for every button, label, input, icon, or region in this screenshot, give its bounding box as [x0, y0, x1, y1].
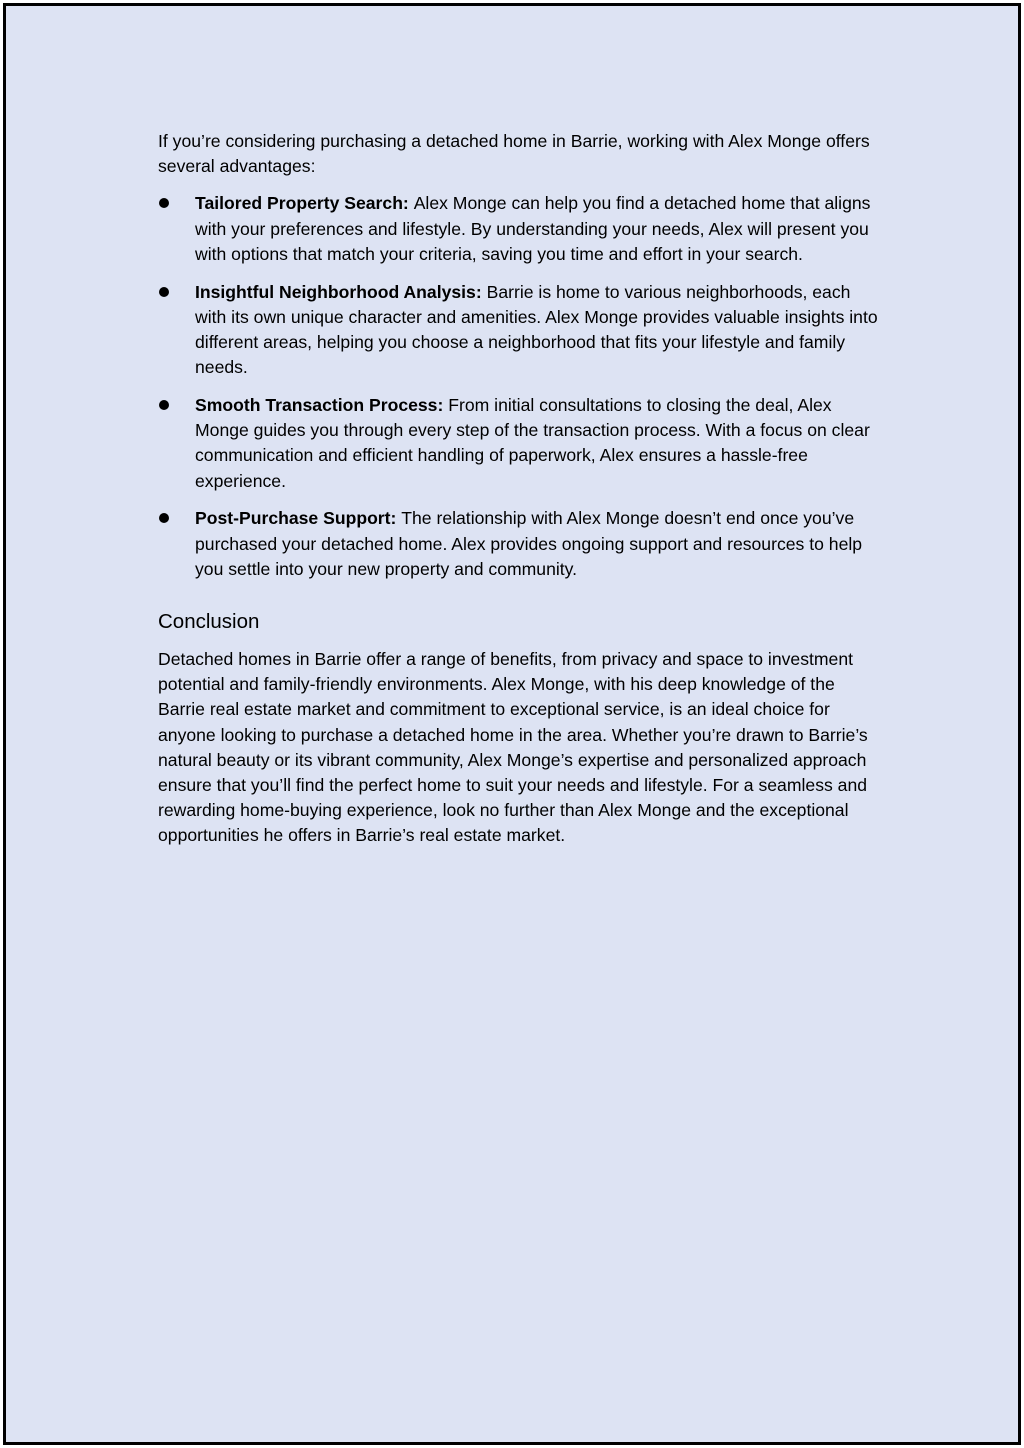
bullet-text: The relationship with Alex Monge doesn’t end once you’ve purchased your detached home. Alex provides ongoing support and resources to help you settle into your new property and community. [195, 508, 863, 579]
bullet-icon [159, 198, 169, 208]
bullet-icon [159, 287, 169, 297]
list-item [158, 191, 880, 267]
bullet-text: Alex Monge can help you find a detached home that aligns with your preferences and lifestyle. By understanding your needs, Alex will present you with options that match your criteria, saving you time and effort in your search. [195, 193, 871, 264]
list-item [158, 280, 880, 381]
bullet-title: Smooth Transaction Process: [195, 395, 449, 416]
conclusion-paragraph: Detached homes in Barrie offer a range of benefits, from privacy and space to investment potential and family-friendly environments. Alex Monge, with his deep knowledge of the Barrie real estate market and commitment to exceptional service, is an ideal choice for anyone looking to purchase a detached home in the area. Whether you’re drawn to Barrie’s natural beauty or its vibrant community, Alex Monge’s expertise and personalized approach ensure that you’ll find the perfect home to suit your needs and lifestyle. For a seamless and rewarding home-buying experience, look no further than Alex Monge and the exceptional opportunities he offers in Barrie’s real estate market. [158, 649, 868, 846]
intro-paragraph: If you’re considering purchasing a detached home in Barrie, working with Alex Monge offers several advantages: [158, 131, 870, 177]
list-item [158, 393, 880, 494]
list-item [158, 506, 880, 582]
page-frame [3, 3, 1021, 1445]
bullet-text: From initial consultations to closing the deal, Alex Monge guides you through every step of the transaction process. With a focus on clear communication and efficient handling of paperwork, Alex ensures a hassle-free experience. [195, 395, 870, 491]
bullet-title: Insightful Neighborhood Analysis: [195, 281, 487, 302]
document-body [158, 129, 880, 849]
bullet-title: Tailored Property Search: [195, 193, 414, 214]
bullet-title: Post-Purchase Support: [195, 508, 402, 529]
bullet-icon [159, 400, 169, 410]
conclusion-heading: Conclusion [158, 610, 260, 634]
bullet-text: Barrie is home to various neighborhoods, each with its own unique character and amenities. Alex Monge provides valuable insights into different areas, helping you choose a neighborhood that fits your lifestyle and family needs. [195, 281, 878, 378]
bullet-icon [159, 513, 169, 523]
advantages-list [158, 191, 880, 582]
